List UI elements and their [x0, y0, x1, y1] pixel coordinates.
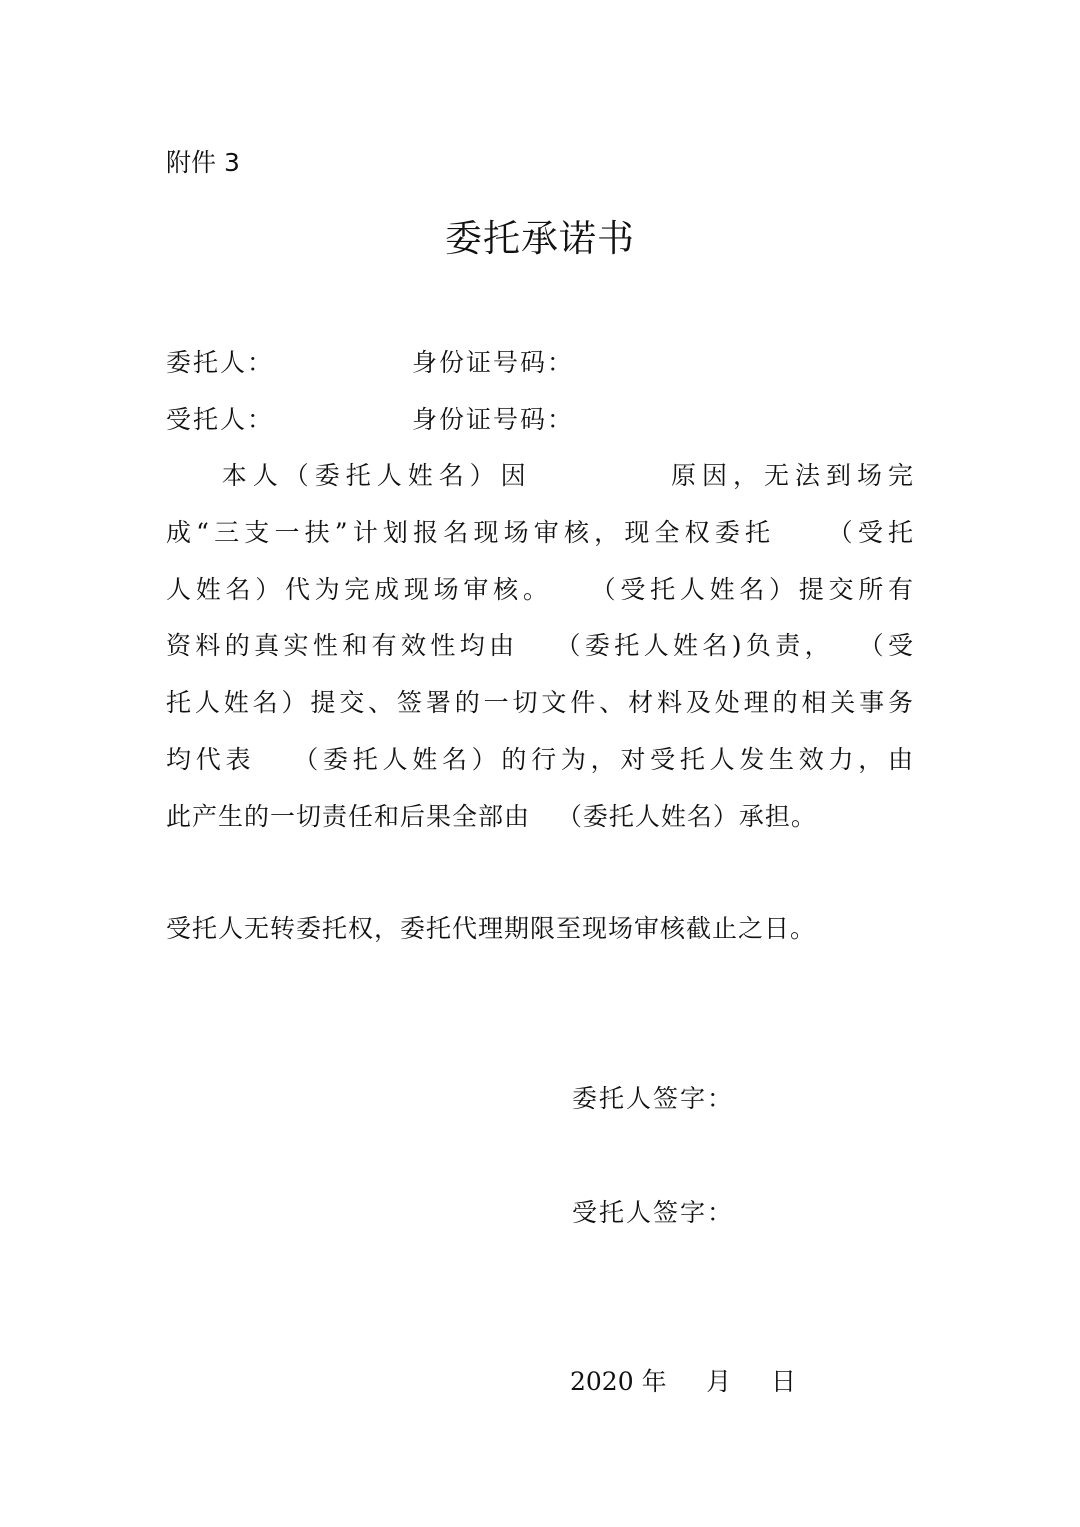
- no-delegation-clause: 受托人无转委托权，委托代理期限至现场审核截止之日。: [166, 914, 817, 943]
- body-line: 托人姓名）提交、签署的一切文件、材料及处理的相关事务: [166, 688, 914, 717]
- principal-label: 委托人：: [166, 348, 275, 377]
- body-line: 资料的真实性和有效性均由 （委托人姓名)负责， （受: [166, 631, 914, 660]
- body-line: 此产生的一切责任和后果全部由 （委托人姓名）承担。: [166, 802, 817, 831]
- attachment-number: 附件 3: [166, 148, 240, 177]
- agent-label: 受托人：: [166, 405, 275, 434]
- principal-id-label: 身份证号码：: [412, 348, 575, 377]
- body-line: 成“三支一扶”计划报名现场审核，现全权委托 （受托: [166, 518, 914, 547]
- page-title: 委托承诺书: [445, 217, 635, 260]
- date-line: 2020 年 月 日: [570, 1367, 797, 1396]
- agent-id-label: 身份证号码：: [412, 405, 575, 434]
- body-line: 人姓名）代为完成现场审核。 （受托人姓名）提交所有: [166, 575, 914, 604]
- agent-signature-label: 受托人签字：: [572, 1198, 735, 1227]
- principal-signature-label: 委托人签字：: [572, 1084, 735, 1113]
- body-line: 均代表 （委托人姓名）的行为，对受托人发生效力，由: [166, 745, 914, 774]
- body-line: 本人（委托人姓名）因 原因，无法到场完: [166, 461, 914, 490]
